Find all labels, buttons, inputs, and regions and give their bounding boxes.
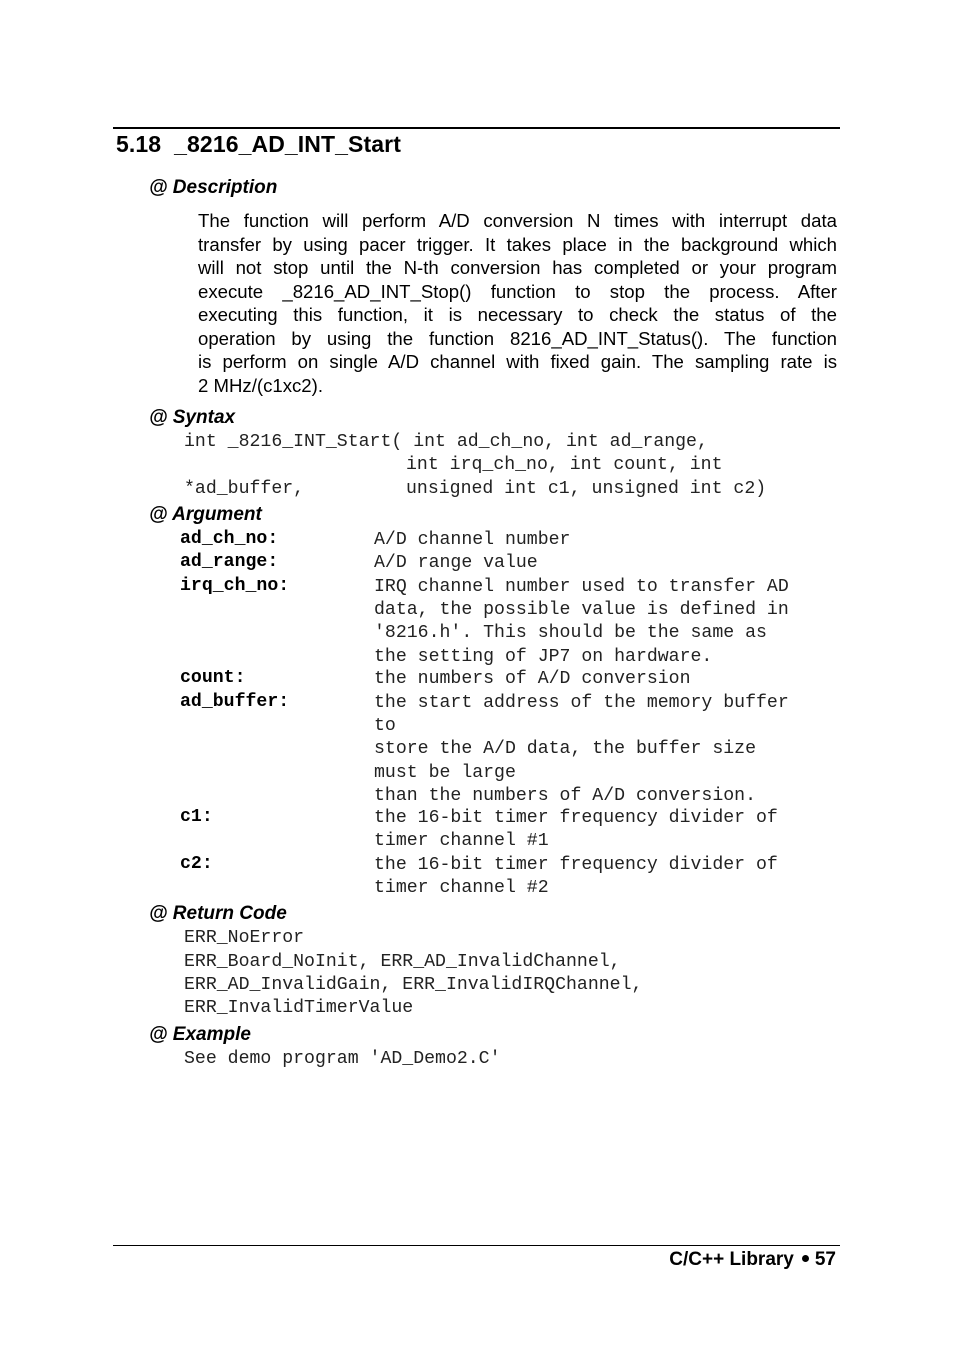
return-code-heading: @ Return Code xyxy=(149,903,287,924)
description-line: 2 MHz/(c1xc2). xyxy=(198,374,324,396)
arg-name: ad_ch_no: xyxy=(180,529,279,549)
argument-heading: @ Argument xyxy=(149,504,262,525)
description-line: transfer by using pacer trigger. It takes place in the background which xyxy=(198,233,837,255)
return-code-line: ERR_NoError xyxy=(184,928,305,948)
arg-desc: the numbers of A/D conversion xyxy=(374,669,691,689)
page-number: 57 xyxy=(814,1249,836,1270)
return-code-line: ERR_InvalidTimerValue xyxy=(184,998,414,1018)
bullet-icon xyxy=(802,1255,809,1262)
arg-desc: the 16-bit timer frequency divider of timer channel #1 xyxy=(374,808,778,852)
description-line: execute _8216_AD_INT_Stop() function to stop the process. After xyxy=(198,280,837,302)
arg-name: c2: xyxy=(180,854,213,874)
description-line: The function will perform A/D conversion N times with interrupt data xyxy=(198,210,837,231)
arg-desc: A/D range value xyxy=(374,553,538,573)
description-paragraph xyxy=(198,209,837,397)
description-line: is perform on single A/D channel with fixed gain. The sampling rate is xyxy=(198,351,837,372)
bottom-rule xyxy=(113,1245,840,1246)
arg-name: ad_buffer: xyxy=(180,692,290,712)
syntax-line: int _8216_INT_Start( int ad_ch_no, int ad_range, xyxy=(184,432,708,452)
return-code-line: ERR_AD_InvalidGain, ERR_InvalidIRQChannel, xyxy=(184,975,643,995)
arg-name: c1: xyxy=(180,807,213,827)
description-line: will not stop until the N-th conversion has completed or your program xyxy=(198,257,837,278)
arg-desc: A/D channel number xyxy=(374,530,571,550)
page-footer xyxy=(669,1249,836,1271)
example-heading: @ Example xyxy=(149,1024,251,1045)
section-title: 5.18 _8216_AD_INT_Start xyxy=(116,131,401,157)
arg-desc: the start address of the memory buffer to store the A/D data, the buffer size must be large than the numbers of A/D conversion. xyxy=(374,693,789,806)
example-line: See demo program 'AD_Demo2.C' xyxy=(184,1049,501,1069)
syntax-line: int irq_ch_no, int count, int xyxy=(406,455,723,475)
footer-library: C/C++ Library xyxy=(669,1249,794,1270)
syntax-heading: @ Syntax xyxy=(149,407,236,428)
arg-name: count: xyxy=(180,668,246,688)
arg-name: ad_range: xyxy=(180,552,279,572)
description-line: operation by using the function 8216_AD_INT_Status(). The function xyxy=(198,327,837,349)
top-rule xyxy=(113,127,840,129)
arg-desc: IRQ channel number used to transfer AD data, the possible value is defined in '8216.h'. This should be the same as the setting of JP7 on hardware. xyxy=(374,577,789,667)
arg-desc: the 16-bit timer frequency divider of timer channel #2 xyxy=(374,855,778,899)
arg-name: irq_ch_no: xyxy=(180,576,290,596)
description-line: executing this function, it is necessary to check the status of the xyxy=(198,304,837,325)
return-code-line: ERR_Board_NoInit, ERR_AD_InvalidChannel, xyxy=(184,952,621,972)
syntax-line: *ad_buffer, xyxy=(184,479,305,499)
syntax-line: unsigned int c1, unsigned int c2) xyxy=(406,479,767,499)
description-heading: @ Description xyxy=(149,177,278,198)
